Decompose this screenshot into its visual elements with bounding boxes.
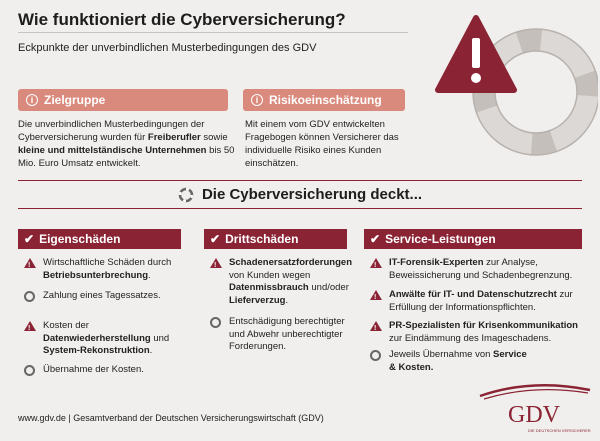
list-item: ! IT-Forensik-Experten zur Analyse, Beweissicherung und Schadenbegrenzung. [370, 257, 582, 282]
target-group-label: i Zielgruppe [18, 89, 228, 111]
warning-icon [370, 290, 382, 300]
list-item: ! Kosten der Datenwiederherstellung und System-Rekonstruktion. [24, 320, 174, 358]
risk-assessment-text: Mit einem vom GDV entwickelten Fragebogen können Versicherer das individuelle Risiko eines Kunden einschätzen. [245, 119, 399, 169]
svg-text:GDV: GDV [508, 402, 560, 428]
list-item: Jeweils Übernahme von Service & Kosten. [370, 349, 530, 374]
footer-text: www.gdv.de | Gesamtverband der Deutschen Versicherungswirtschaft (GDV) [18, 413, 324, 423]
page-title: Wie funktioniert die Cyberversicherung? [18, 10, 346, 29]
checkmark-icon: ✔ [210, 232, 221, 246]
info-icon: i [251, 94, 263, 106]
checkmark-icon: ✔ [24, 232, 35, 246]
category-services: ✔ Service-Leistungen [364, 229, 582, 249]
gdv-logo [470, 380, 595, 435]
divider [18, 208, 582, 209]
warning-icon [370, 321, 382, 331]
lifebuoy-icon [178, 187, 194, 203]
checkmark-icon: ✔ [370, 232, 381, 246]
risk-assessment-label: i Risikoeinschätzung [243, 89, 405, 111]
category-third-party-damages: ✔ Drittschäden [204, 229, 347, 249]
lifebuoy-icon [24, 365, 35, 376]
target-group-text: Die unverbindlichen Musterbedingungen der Cyberversicherung wurden für Freiberufler sowie kleine und mittelständische Unternehmen bis 50 Mio. Euro Umsatz entwickelt. [18, 119, 235, 169]
covers-heading: Die Cyberversicherung deckt... [0, 186, 600, 203]
title-divider [18, 32, 408, 33]
list-item: ! Schadenersatzforderungen von Kunden wegen Datenmissbrauch und/oder Lieferverzug. [210, 257, 355, 307]
warning-lifebuoy-illustration [428, 10, 598, 180]
svg-text:DIE DEUTSCHEN VERSICHERER: DIE DEUTSCHEN VERSICHERER [528, 428, 591, 433]
info-icon: i [26, 94, 38, 106]
divider [18, 180, 582, 181]
list-item: ! Wirtschaftliche Schäden durch Betriebsunterbrechung. [24, 257, 182, 282]
lifebuoy-icon [370, 350, 381, 361]
lifebuoy-icon [24, 291, 35, 302]
list-item: Entschädigung berechtigter und Abwehr unberechtigter Forderungen. [210, 316, 350, 354]
page-subtitle: Eckpunkte der unverbindlichen Musterbedingungen des GDV [18, 42, 317, 54]
list-item: ! PR-Spezialisten für Krisenkommunikation zur Eindämmung des Imageschadens. [370, 320, 582, 345]
list-item: Zahlung eines Tagessatzes. [24, 290, 182, 307]
category-own-damages: ✔ Eigenschäden [18, 229, 181, 249]
list-item: ! Anwälte für IT- und Datenschutzrecht zur Erfüllung der Informationspflichten. [370, 289, 582, 314]
warning-icon [24, 258, 36, 268]
list-item: Übernahme der Kosten. [24, 364, 182, 381]
warning-icon [210, 258, 222, 268]
warning-icon [370, 258, 382, 268]
warning-icon [24, 321, 36, 331]
lifebuoy-icon [210, 317, 221, 328]
